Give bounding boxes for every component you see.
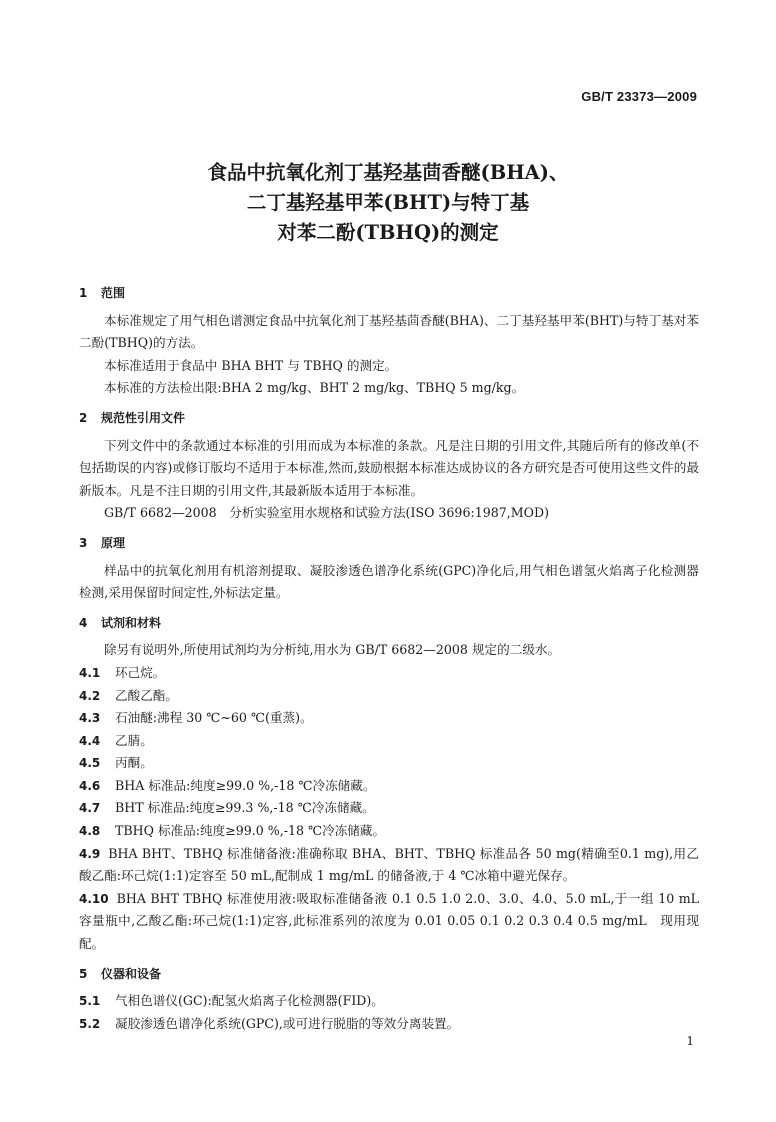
list-item	[79, 662, 699, 685]
title-line-1: 食品中抗氧化剂丁基羟基茴香醚(BHA)、	[207, 161, 569, 184]
paragraph: 下列文件中的条款通过本标准的引用而成为本标准的条款。凡是注日期的引用文件,其随后所有的修改单(不包括勘误的内容)或修订版均不适用于本标准,然而,鼓励根据本标准达成协议的各方研究是否可使用这些文件的最新版本。凡是不注日期的引用文件,其最新版本适用于本标准。	[79, 437, 699, 498]
document-title	[0, 158, 776, 248]
section-title: 原理	[101, 535, 126, 550]
section-number: 3	[79, 535, 88, 550]
item-number: 4.3	[79, 711, 101, 726]
item-text: BHA BHT TBHQ 标准使用液:吸取标准储备液 0.1 0.5 1.0 2.0、3.0、4.0、5.0 mL,于一组 10 mL 容量瓶中,乙酸乙酯:环己烷(1:1)定容,此标准系列的浓度为 0.01 0.05 0.1 0.2 0.3 0.4 0.5 mg/mL 现用现配。	[79, 890, 699, 952]
item-text: 丙酮。	[115, 755, 153, 771]
paragraph: 本标准的方法检出限:BHA 2 mg/kg、BHT 2 mg/kg、TBHQ 5 mg/kg。	[104, 380, 525, 396]
item-text: BHA 标准品:纯度≥99.0 %,-18 ℃冷冻储藏。	[115, 777, 376, 793]
item-number: 4.6	[79, 778, 101, 793]
section-heading-principle	[79, 532, 699, 555]
section-heading-reagents	[79, 612, 699, 635]
item-text: 乙酸乙酯。	[115, 687, 178, 703]
reference-entry: GB/T 6682—2008 分析实验室用水规格和试验方法(ISO 3696:1987,MOD)	[104, 505, 549, 521]
list-item	[79, 775, 699, 798]
item-number: 4.2	[79, 688, 101, 703]
section-heading-scope	[79, 282, 699, 305]
list-item	[79, 752, 699, 775]
list-item	[79, 797, 699, 820]
list-item	[79, 990, 699, 1013]
paragraph: 本标准规定了用气相色谱测定食品中抗氧化剂丁基羟基茴香醚(BHA)、二丁基羟基甲苯(BHT)与特丁基对苯二酚(TBHQ)的方法。	[79, 312, 699, 351]
section-title: 范围	[101, 286, 126, 300]
section-number: 2	[79, 410, 88, 425]
item-text: 凝胶渗透色谱净化系统(GPC),或可进行脱脂的等效分离装置。	[115, 1015, 460, 1031]
section-title: 试剂和材料	[101, 615, 162, 630]
item-number: 5.2	[79, 1016, 101, 1031]
section-heading-normative-references	[79, 407, 699, 430]
item-number: 4.5	[79, 756, 101, 771]
section-number: 5	[79, 966, 88, 981]
item-text: 环己烷。	[115, 664, 166, 680]
list-item	[79, 1013, 699, 1036]
section-title: 仪器和设备	[101, 966, 162, 981]
page-number: 1	[686, 1034, 694, 1048]
document-body	[79, 282, 699, 1035]
section-title: 规范性引用文件	[101, 410, 186, 425]
item-text: 气相色谱仪(GC):配氢火焰离子化检测器(FID)。	[115, 993, 384, 1009]
list-item	[79, 888, 699, 956]
section-number: 1	[79, 286, 88, 300]
standard-number: GB/T 23373—2009	[581, 89, 697, 104]
list-item	[79, 843, 699, 888]
paragraph: 样品中的抗氧化剂用有机溶剂提取、凝胶渗透色谱净化系统(GPC)净化后,用气相色谱氢火焰离子化检测器检测,采用保留时间定性,外标法定量。	[79, 562, 699, 601]
item-text: 石油醚:沸程 30 ℃~60 ℃(重蒸)。	[115, 710, 313, 726]
item-number: 4.10	[79, 891, 109, 906]
title-line-3: 对苯二酚(TBHQ)的测定	[277, 221, 499, 244]
item-number: 4.1	[79, 665, 101, 680]
list-item	[79, 820, 699, 843]
section-heading-apparatus	[79, 963, 699, 986]
paragraph: 除另有说明外,所使用试剂均为分析纯,用水为 GB/T 6682—2008 规定的二级水。	[104, 642, 561, 658]
item-text: BHA BHT、TBHQ 标准储备液:准确称取 BHA、BHT、TBHQ 标准品各 50 mg(精确至0.1 mg),用乙酸乙酯:环己烷(1:1)定容至 50 mL,配制成 1 mg/mL 的储备液,于 4 ℃冰箱中避光保存。	[79, 845, 699, 884]
title-line-2: 二丁基羟基甲苯(BHT)与特丁基	[246, 191, 530, 214]
item-number: 4.8	[79, 824, 101, 839]
item-number: 5.1	[79, 994, 101, 1009]
item-number: 4.4	[79, 733, 101, 748]
list-item	[79, 685, 699, 708]
list-item	[79, 730, 699, 753]
item-text: TBHQ 标准品:纯度≥99.0 %,-18 ℃冷冻储藏。	[115, 823, 386, 839]
paragraph: 本标准适用于食品中 BHA BHT 与 TBHQ 的测定。	[104, 357, 398, 373]
section-number: 4	[79, 615, 88, 630]
item-number: 4.7	[79, 801, 101, 816]
item-text: 乙腈。	[115, 732, 153, 748]
list-item	[79, 707, 699, 730]
item-text: BHT 标准品:纯度≥99.3 %,-18 ℃冷冻储藏。	[115, 800, 375, 816]
item-number: 4.9	[79, 846, 101, 861]
